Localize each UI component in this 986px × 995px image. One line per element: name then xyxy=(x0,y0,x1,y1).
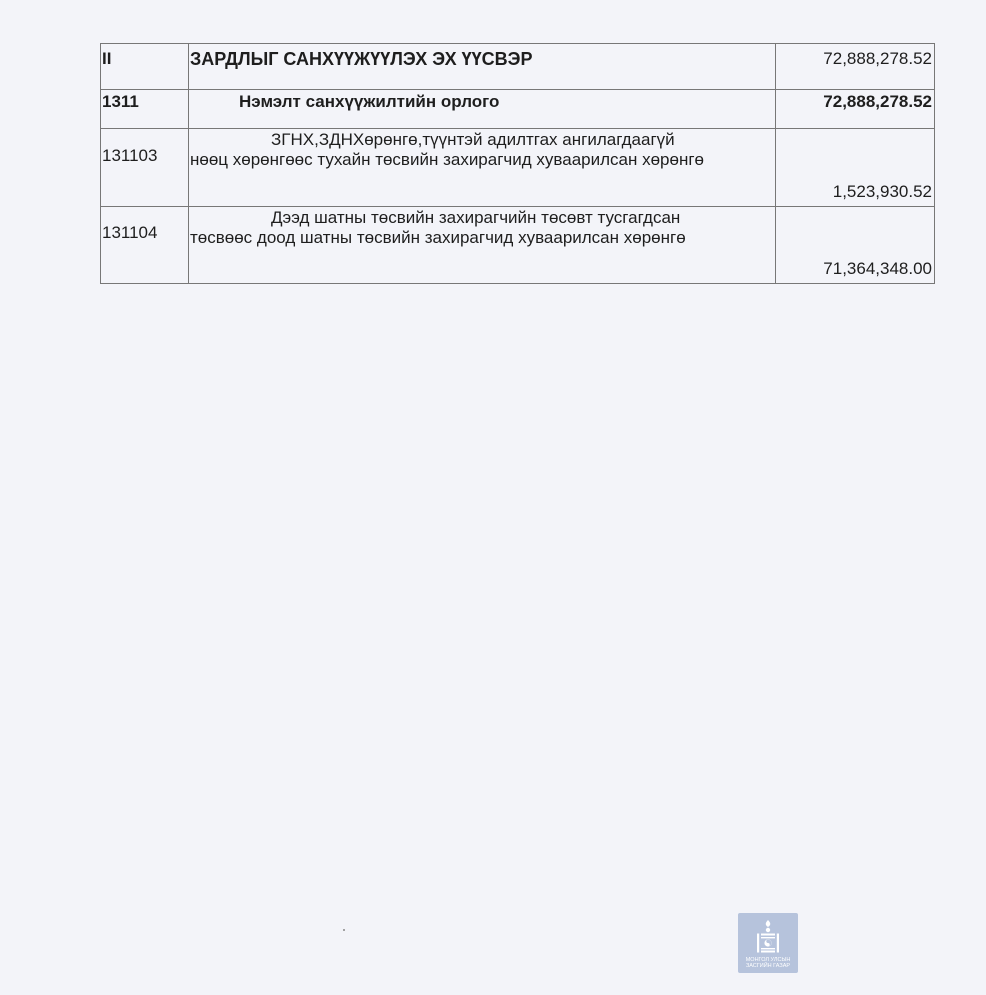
table-row xyxy=(101,207,935,284)
emblem-caption-line: МОНГОЛ УЛСЫН xyxy=(745,957,791,963)
row-code: 1311 xyxy=(101,90,189,129)
budget-table xyxy=(100,43,935,284)
soyombo-icon xyxy=(754,919,782,955)
table-row xyxy=(101,90,935,129)
row-code: II xyxy=(101,44,189,90)
description-line: ЗГНХ,ЗДНХөрөнгө,түүнтэй адилтгах ангилагдаагүй xyxy=(271,130,675,149)
section-heading: ЗАРДЛЫГ САНХҮҮЖҮҮЛЭХ ЭХ ҮҮСВЭР xyxy=(190,49,533,69)
scan-speck xyxy=(343,929,345,931)
description-line: Дээд шатны төсвийн захирагчийн төсөвт тусгагдсан xyxy=(271,208,681,227)
row-description xyxy=(189,207,776,284)
description-line: нөөц хөрөнгөөс тухайн төсвийн захирагчид хуваарилсан хөрөнгө xyxy=(190,150,705,169)
table-row xyxy=(101,44,935,90)
row-amount: 1,523,930.52 xyxy=(776,129,935,207)
row-description xyxy=(189,44,776,90)
row-code: 131104 xyxy=(101,207,189,284)
row-description xyxy=(189,129,776,207)
government-emblem xyxy=(738,913,798,973)
row-amount: 71,364,348.00 xyxy=(776,207,935,284)
row-description xyxy=(189,90,776,129)
row-amount: 72,888,278.52 xyxy=(776,44,935,90)
emblem-caption-line: ЗАСГИЙН ГАЗАР xyxy=(745,963,791,969)
emblem-caption xyxy=(738,957,798,969)
table-row xyxy=(101,129,935,207)
row-code: 131103 xyxy=(101,129,189,207)
row-amount: 72,888,278.52 xyxy=(776,90,935,129)
subsection-heading: Нэмэлт санхүүжилтийн орлого xyxy=(239,92,500,111)
description-line: төсвөөс доод шатны төсвийн захирагчид хуваарилсан хөрөнгө xyxy=(190,228,686,247)
